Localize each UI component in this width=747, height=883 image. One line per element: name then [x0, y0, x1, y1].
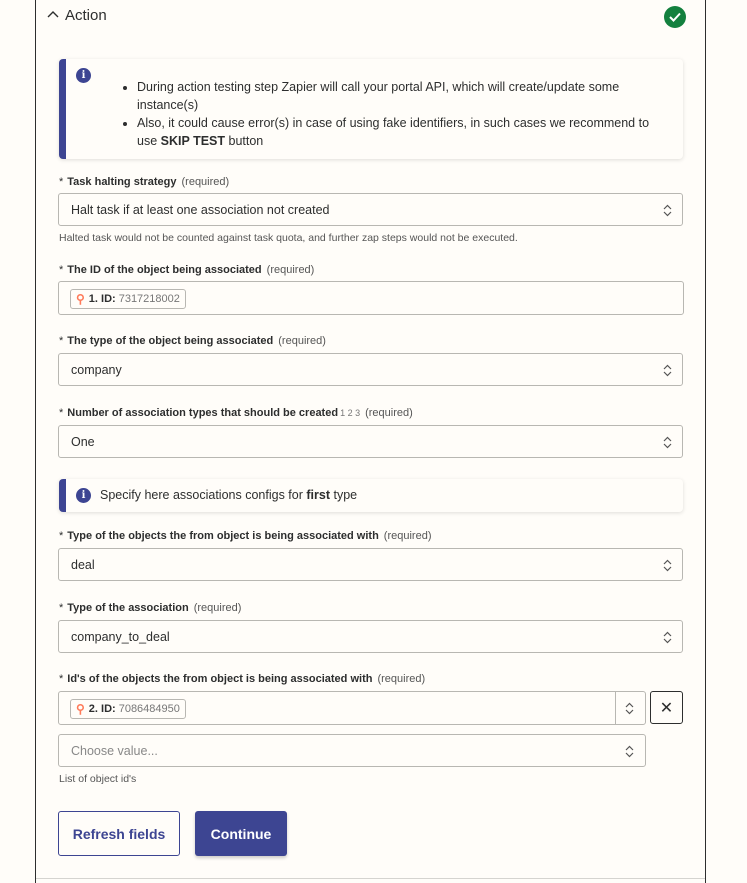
updown-chevron-icon[interactable]: [625, 702, 634, 715]
task-halting-hint: Halted task would not be counted against task quota, and further zap steps would not be executed.: [59, 232, 518, 244]
object-id-label: * The ID of the object being associated (required): [59, 264, 315, 276]
continue-button[interactable]: Continue: [195, 811, 287, 856]
section-header[interactable]: [36, 0, 705, 34]
assoc-type-label: * Type of the association (required): [59, 602, 242, 614]
testing-notice: [59, 59, 683, 159]
object-id-input[interactable]: [58, 281, 684, 315]
remove-value-button[interactable]: ✕: [650, 691, 683, 724]
to-object-ids-label: * Id's of the objects the from object is being associated with (required): [59, 673, 426, 685]
refresh-fields-button[interactable]: Refresh fields: [58, 811, 180, 856]
updown-chevron-icon: [663, 204, 672, 217]
action-panel: [35, 0, 706, 883]
to-object-type-select[interactable]: deal: [58, 548, 683, 581]
hubspot-icon: ⚲: [76, 292, 85, 306]
to-object-ids-hint: List of object id's: [59, 773, 137, 785]
assoc-type-select[interactable]: company_to_deal: [58, 620, 683, 653]
updown-chevron-icon: [663, 559, 672, 572]
to-object-type-label: * Type of the objects the from object is being associated with (required): [59, 530, 432, 542]
check-icon: [664, 6, 686, 28]
divider: [36, 878, 705, 879]
mapped-field-pill[interactable]: ⚲ 2. ID: 7086484950: [70, 699, 186, 719]
section-title: Action: [65, 7, 107, 24]
notice-item: • During action testing step Zapier will call your portal API, which will create/update some instance(s): [137, 78, 663, 114]
config-notice: i Specify here associations configs for first type: [59, 479, 683, 512]
assoc-count-label: * Number of association types that should be created 1 2 3 (required): [59, 407, 413, 419]
object-type-select[interactable]: company: [58, 353, 683, 386]
hubspot-icon: ⚲: [76, 702, 85, 716]
skip-test-text: SKIP TEST: [160, 134, 226, 148]
info-icon: i: [76, 488, 91, 503]
updown-chevron-icon: [663, 631, 672, 644]
notice-item: • Also, it could cause error(s) in case of using fake identifiers, in such cases we recommend to use SKIP TEST button: [137, 114, 663, 150]
chevron-up-icon[interactable]: [47, 9, 59, 21]
updown-chevron-icon: [663, 436, 672, 449]
mapped-field-pill[interactable]: ⚲ 1. ID: 7317218002: [70, 289, 186, 309]
task-halting-select[interactable]: Halt task if at least one association not created: [58, 193, 683, 226]
divider: [615, 692, 616, 724]
notice-list: [115, 78, 663, 150]
to-object-ids-input[interactable]: [58, 691, 646, 725]
assoc-count-select[interactable]: One: [58, 425, 683, 458]
updown-chevron-icon: [663, 364, 672, 377]
object-type-label: * The type of the object being associated (required): [59, 335, 326, 347]
choose-value-select[interactable]: [58, 734, 646, 767]
updown-chevron-icon: [625, 745, 634, 758]
task-halting-label: * Task halting strategy (required): [59, 176, 230, 188]
choose-value-placeholder: Choose value...: [71, 744, 158, 758]
info-icon: i: [76, 68, 91, 83]
